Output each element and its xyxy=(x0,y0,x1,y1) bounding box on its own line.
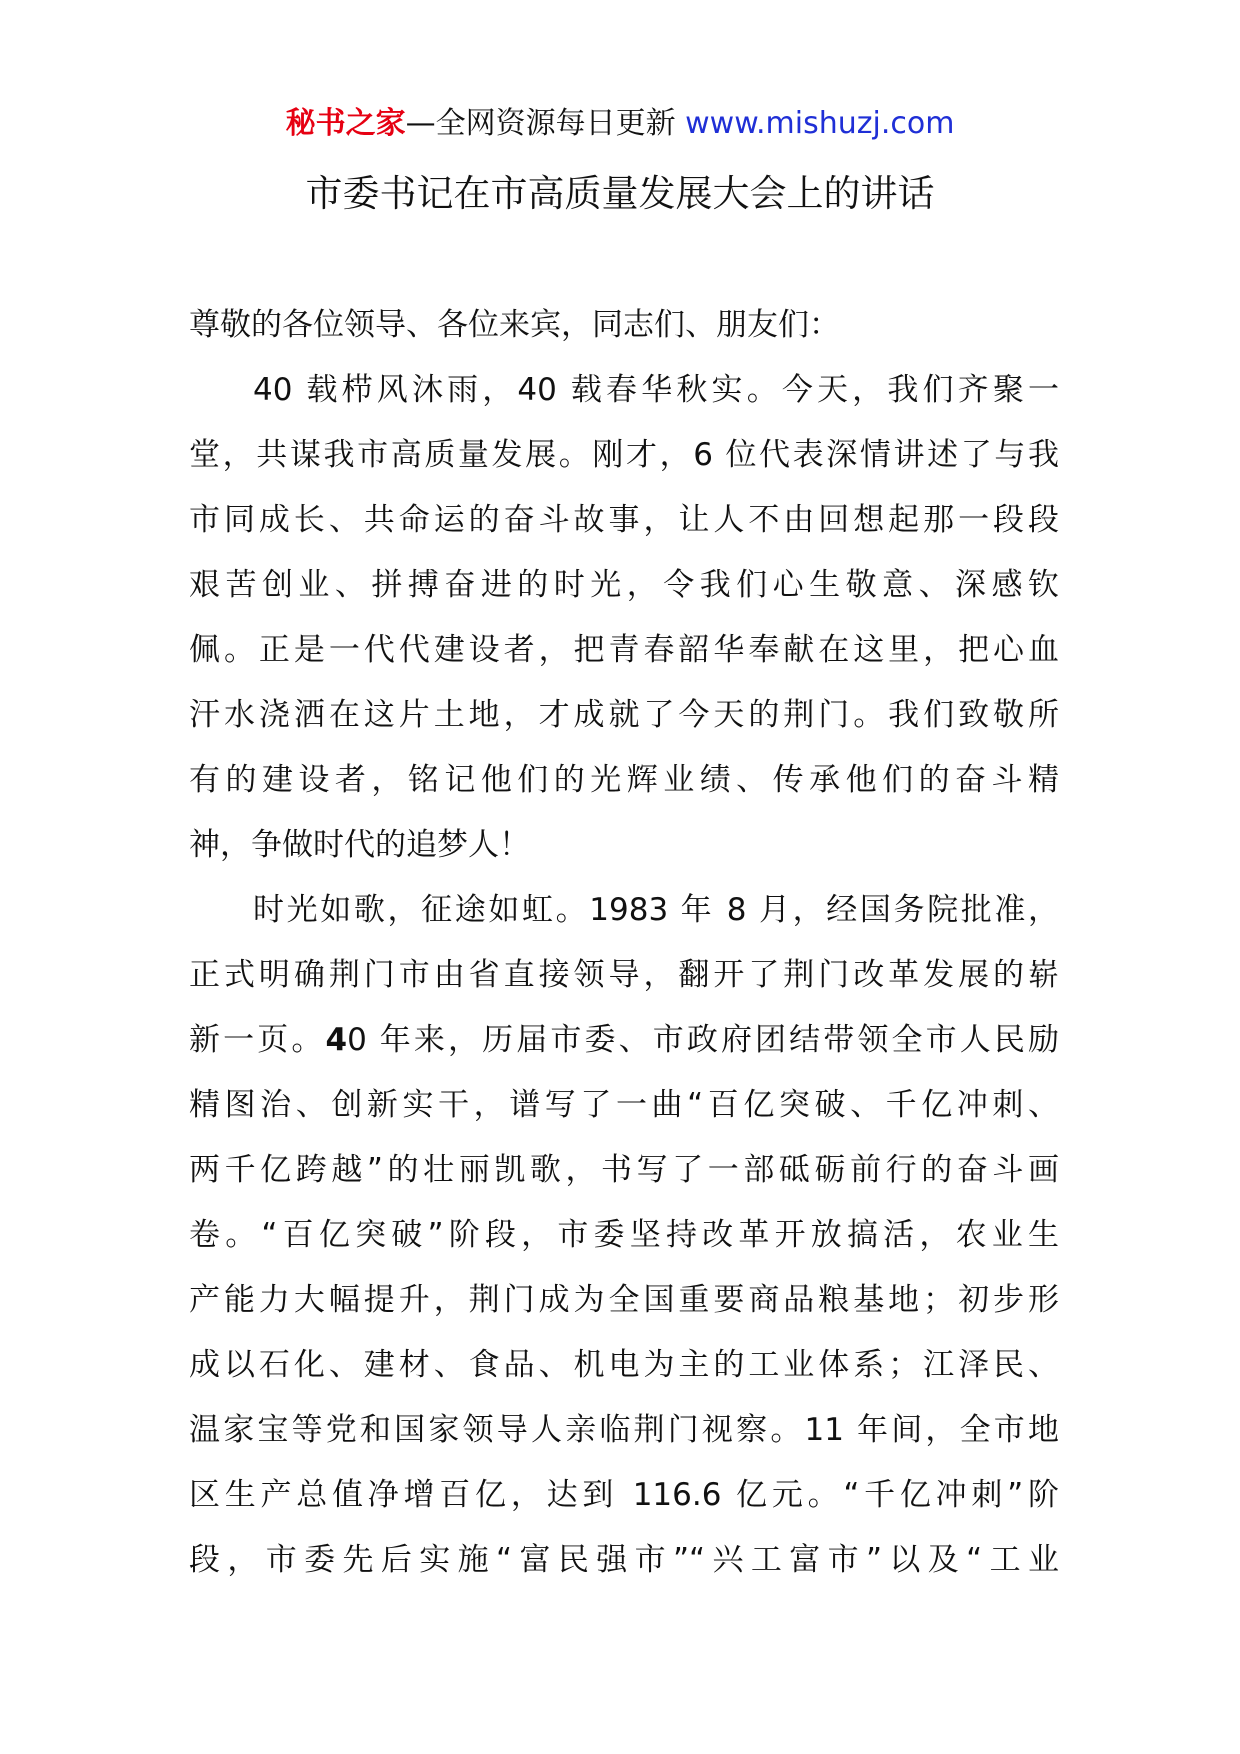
paragraph-line: 精图治、创新实干，谱写了一曲“百亿突破、千亿冲刺、 xyxy=(189,1087,1059,1123)
paragraph-line: 堂，共谋我市高质量发展。刚才，6 位代表深情讲述了与我 xyxy=(189,437,1059,473)
paragraph-line: 温家宝等党和国家领导人亲临荆门视察。11 年间，全市地 xyxy=(189,1412,1059,1448)
paragraph-line: 市同成长、共命运的奋斗故事，让人不由回想起那一段段 xyxy=(189,502,1059,538)
paragraph-line xyxy=(189,1008,1059,1073)
paragraph-line: 产能力大幅提升，荆门成为全国重要商品粮基地；初步形 xyxy=(189,1282,1059,1318)
paragraph-line: 艰苦创业、拼搏奋进的时光，令我们心生敬意、深感钦 xyxy=(189,567,1059,603)
paragraph-line: 正式明确荆门市由省直接领导，翻开了荆门改革发展的崭 xyxy=(189,957,1059,993)
paragraph-line: 汗水浇洒在这片土地，才成就了今天的荆门。我们致敬所 xyxy=(189,697,1059,733)
document-title: 市委书记在市高质量发展大会上的讲话 xyxy=(305,172,935,215)
line-segment: 新一页。 xyxy=(189,1022,326,1058)
paragraph-line: 卷。“百亿突破”阶段，市委坚持改革开放搞活，农业生 xyxy=(189,1217,1059,1253)
bold-digit: 4 xyxy=(325,1022,348,1058)
paragraph-line: 区生产总值净增百亿，达到 116.6 亿元。“千亿冲刺”阶 xyxy=(189,1477,1059,1513)
line-segment: 0 年来，历届市委、市政府团结带领全市人民励 xyxy=(347,1022,1059,1058)
speech-body xyxy=(189,293,1059,1593)
paragraph-line: 有的建设者，铭记他们的光辉业绩、传承他们的奋斗精 xyxy=(189,762,1059,798)
paragraph-line: 神，争做时代的追梦人！ xyxy=(189,827,530,863)
paragraph-line: 40 载栉风沐雨，40 载春华秋实。今天，我们齐聚一 xyxy=(253,372,1059,408)
paragraph-line: 佩。正是一代代建设者，把青春韶华奉献在这里，把心血 xyxy=(189,632,1059,668)
salutation-line: 尊敬的各位领导、各位来宾，同志们、朋友们： xyxy=(189,307,840,343)
site-url-link[interactable]: www.mishuzj.com xyxy=(685,106,955,141)
site-brand: 秘书之家 xyxy=(285,106,406,141)
paragraph-line: 段，市委先后实施“富民强市”“兴工富市”以及“工业 xyxy=(189,1542,1059,1578)
paragraph-line: 时光如歌，征途如虹。1983 年 8 月，经国务院批准， xyxy=(253,892,1059,928)
site-tagline: —全网资源每日更新 xyxy=(405,106,686,141)
paragraph-line: 两千亿跨越”的壮丽凯歌，书写了一部砥砺前行的奋斗画 xyxy=(189,1152,1059,1188)
site-header xyxy=(0,104,1240,144)
paragraph-line: 成以石化、建材、食品、机电为主的工业体系；江泽民、 xyxy=(189,1347,1059,1383)
